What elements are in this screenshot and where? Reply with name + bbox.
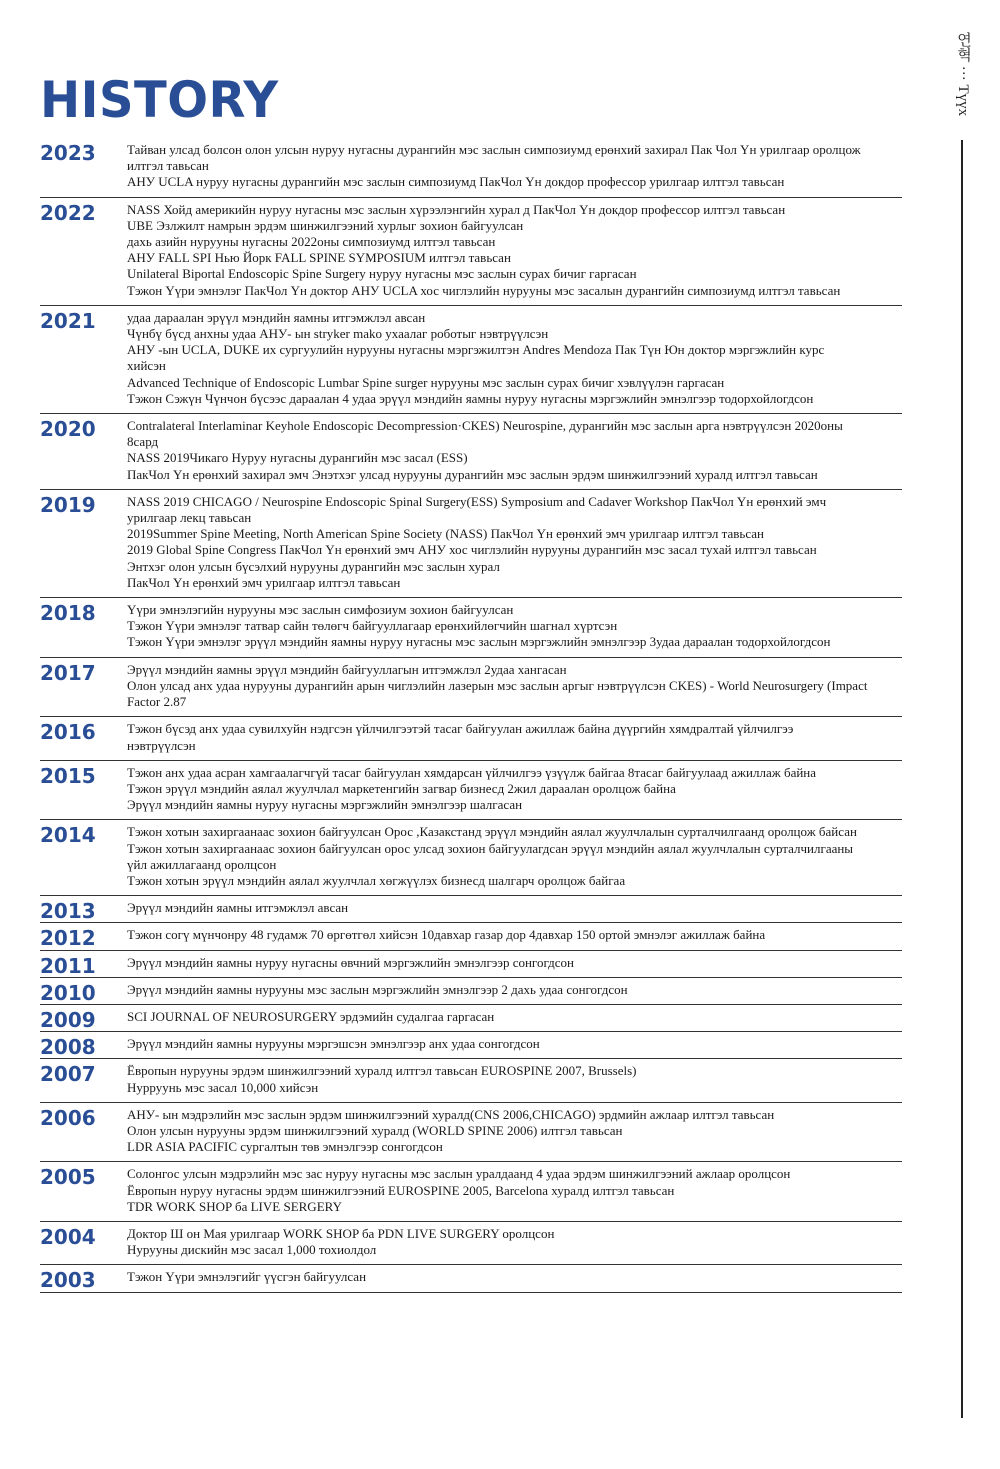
entry-line: Үүри эмнэлэгийн нурууны мэс заслын симфозиум зохион байгуулсан <box>127 602 514 618</box>
history-entry <box>40 414 902 490</box>
entry-description <box>127 1166 902 1215</box>
entry-year: 2006 <box>40 1105 96 1130</box>
entry-line: Тэжон Сэжүн Чүнчон бүсээс дараалан 4 удаа эрүүл мэндийн яамны нуруу нугасны мэргэжлийн эмнэлгээр тодорхойлогдсон <box>127 390 814 406</box>
entry-line: Эрүүл мэндийн яамны нуруу нугасны өвчний мэргэжлийн эмнэлгээр сонгогдсон <box>127 954 574 970</box>
entry-year: 2007 <box>40 1062 96 1087</box>
entry-line: Ёвропын нурууны эрдэм шинжилгээний хуралд илтгэл тавьсан EUROSPINE 2007, Brussels) <box>127 1063 637 1079</box>
entry-line: илтгэл тавьсан <box>127 158 209 174</box>
entry-line: 8сард <box>127 434 159 450</box>
entry-line: ПакЧол Үн ерөнхий эмч урилгаар илтгэл тавьсан <box>127 574 401 590</box>
entry-year: 2019 <box>40 492 96 517</box>
entry-line: АНУ- ын мэдрэлийн мэс заслын эрдэм шинжилгээний хуралд(CNS 2006,CHICAGO) эрдмийн ажлаар илтгэл тавьсан <box>127 1106 775 1122</box>
entry-description <box>127 1107 902 1156</box>
entry-description <box>127 955 902 971</box>
entry-line: Тэжон эрүүл мэндийн аялал жуулчлал маркетенгийн загвар бизнесд 2жил дараалан оролцож байна <box>127 780 676 796</box>
entry-description <box>127 1226 902 1258</box>
entry-line: NASS Хойд америкийн нуруу нугасны мэс заслын хүрээлэнгийн хурал д ПакЧол Үн докдор профессор илтгэл тавьсан <box>127 201 786 217</box>
history-entry <box>40 896 902 923</box>
entry-line: Тэжон хотын эрүүл мэндийн аялал жуулчлал хөгжүүлэх бизнесд шалгарч оролцож байгаа <box>127 872 626 888</box>
entry-line: Тэжон анх удаа асран хамгаалагчгүй тасаг байгуулан хямдарсан үйлчилгээ үзүүлж байгаа 8тасаг байгуулаад ажиллаж байна <box>127 764 817 780</box>
history-entry <box>40 658 902 718</box>
entry-line: Ёвропын нуруу нугасны эрдэм шинжилгээний EUROSPINE 2005, Barcelona хуралд илтгэл тавьсан <box>127 1182 675 1198</box>
entry-year: 2008 <box>40 1035 96 1060</box>
entry-description <box>127 142 902 191</box>
entry-year: 2023 <box>40 141 96 165</box>
entry-year: 2013 <box>40 899 96 924</box>
side-section-label: 연혁 ··· Түүх <box>955 32 971 117</box>
entry-line: Тэжон Үүри эмнэлэг ПакЧол Үн доктор АНУ UCLA хос чиглэлийн нурууны мэс засалын дурангийн симпозиумд илтгэл тавьсан <box>127 282 841 298</box>
entry-line: Доктор Ш он Мая урилгаар WORK SHOP ба PDN LIVE SURGERY оролцсон <box>127 1225 555 1241</box>
entry-line: АНУ -ын UCLA, DUKE их сургуулийн нурууны нугасны мэргэжилтэн Andres Mendoza Пак Түн Юн доктор мэргэжлийн курс <box>127 342 825 358</box>
entry-description <box>127 494 902 591</box>
entry-description <box>127 602 902 651</box>
entry-year: 2014 <box>40 823 96 848</box>
entry-line: Тэжон Үүри эмнэлэг эрүүл мэндийн яамны нуруу нугасны мэс заслын мэргэжлийн эмнэлгээр 3удаа дараалан тодорхойлогдсон <box>127 634 831 650</box>
entry-line: Тэжон согү мүнчонру 48 гудамж 70 өргөтгөл хийсэн 10давхар газар дор 4давхар 150 ортой эмнэлэг ажиллаж байна <box>127 927 766 943</box>
history-entry <box>40 598 902 658</box>
entry-description <box>127 721 902 753</box>
entry-line: UBE Эзлжилт намрын эрдэм шинжилгээний хурлыг зохион байгуулсан <box>127 217 524 233</box>
entry-line: Эрүүл мэндийн яамны эрүүл мэндийн байгууллагын итгэмжлэл 2удаа хангасан <box>127 661 567 677</box>
history-entry <box>40 1032 902 1059</box>
entry-line: Тайван улсад болсон олон улсын нуруу нугасны дурангийн мэс заслын симпозиумд ерөнхий захирал Пак Чол Үн урилгаар оролцож <box>127 142 861 157</box>
entry-description <box>127 1063 902 1095</box>
history-entry <box>40 1222 902 1265</box>
entry-line: Advanced Technique of Endoscopic Lumbar Spine surger нурууны мэс заслын сурах бичиг хэвлүүлэн гаргасан <box>127 374 725 390</box>
entry-line: Эрүүл мэндийн яамны нуруу нугасны мэргэжлийн эмнэлгээр шалгасан <box>127 797 523 813</box>
entry-line: Тэжон Үүри эмнэлэгийг үүсгэн байгуулсан <box>127 1269 367 1285</box>
entry-line: LDR ASIA PACIFIC сургалтын төв эмнэлгээр сонгогдсон <box>127 1139 443 1155</box>
entry-line: Unilateral Biportal Endoscopic Spine Surgery нуруу нугасны мэс заслын сурах бичиг гаргасан <box>127 266 637 282</box>
entry-year: 2012 <box>40 926 96 951</box>
entry-line: Тэжон хотын захиргаанаас зохион байгуулсан Орос ,Казакстанд эрүүл мэндийн аялал жуулчлалын сурталчилгаанд оролцож байсан <box>127 824 857 840</box>
entry-description <box>127 202 902 299</box>
entry-line: хийсэн <box>127 358 166 374</box>
entry-line: TDR WORK SHOP ба LIVE SERGERY <box>127 1198 342 1214</box>
entry-line: SCI JOURNAL OF NEUROSURGERY эрдэмийн судалгаа гаргасан <box>127 1008 495 1024</box>
entry-line: Олон улсад анх удаа нурууны дурангийн арын чиглэлийн лазерын мэс заслын аргыг нэвтрүүлсэн CKES) - World Neurosurgery (Impact <box>127 677 868 693</box>
history-entry <box>40 923 902 950</box>
entry-year: 2004 <box>40 1224 96 1249</box>
entry-description <box>127 1269 902 1285</box>
entry-year: 2021 <box>40 308 96 333</box>
entry-year: 2018 <box>40 601 96 626</box>
entry-line: Тэжон хотын захиргаанаас зохион байгуулсан орос улсад зохион байгуулагдсан эрүүл мэндийн аялал жуулчлалын сурталчилгааны <box>127 840 854 856</box>
entry-year: 2015 <box>40 763 96 788</box>
entry-description <box>127 765 902 814</box>
entry-line: Олон улсын нурууны эрдэм шинжилгээний хуралд (WORLD SPINE 2006) илтгэл тавьсан <box>127 1122 623 1138</box>
history-entry <box>40 306 902 414</box>
entry-line: Тэжон Үүри эмнэлэг татвар сайн төлөгч байгууллагаар ерөнхийлөгчийн шагнал хүртсэн <box>127 618 618 634</box>
entry-description <box>127 982 902 998</box>
entry-year: 2005 <box>40 1165 96 1190</box>
history-entry <box>40 1162 902 1222</box>
entry-line: АНУ FALL SPI Нью Йорк FALL SPINE SYMPOSIUM илтгэл тавьсан <box>127 250 511 266</box>
entry-year: 2016 <box>40 720 96 745</box>
history-entry <box>40 1103 902 1163</box>
entry-year: 2003 <box>40 1268 96 1293</box>
entry-description <box>127 310 902 407</box>
entry-line: Нурууны дискийн мэс засал 1,000 тохиолдол <box>127 1242 377 1258</box>
entry-description <box>127 662 902 711</box>
entry-line: үйл ажиллагаанд оролцсон <box>127 856 277 872</box>
entry-year: 2011 <box>40 953 96 978</box>
entry-line: АНУ UCLA нуруу нугасны дурангийн мэс заслын симпозиумд ПакЧол Үн докдор профессор урилгаар илтгэл тавьсан <box>127 174 785 190</box>
entry-year: 2010 <box>40 980 96 1005</box>
entry-year: 2017 <box>40 660 96 685</box>
history-entry <box>40 717 902 760</box>
entry-line: Солонгос улсын мэдрэлийн мэс зас нуруу нугасны мэс заслын уралдаанд 4 удаа эрдэм шинжилгээний ажлаар оролцсон <box>127 1166 791 1182</box>
entry-line: NASS 2019 CHICAGO / Neurospine Endoscopic Spinal Surgery(ESS) Symposium and Cadaver Workshop ПакЧол Үн ерөнхий эмч <box>127 493 827 509</box>
entry-line: Энтхэг олон улсын бүсэлхий нурууны дурангийн мэс заслын хурал <box>127 558 500 574</box>
entry-line: удаа дараалан эрүүл мэндийн яамны итгэмжлэл авсан <box>127 309 426 325</box>
entry-line: Тэжон бүсэд анх удаа сувилхуйн нэдгсэн үйлчилгээтэй тасаг байгуулан ажиллаж байна дүүргийн хямдралтай үйлчилгээ <box>127 721 794 737</box>
history-entry <box>40 1265 902 1292</box>
entry-line: NASS 2019Чикаго Нуруу нугасны дурангийн мэс засал (ESS) <box>127 450 468 466</box>
history-entry <box>40 490 902 598</box>
entry-year: 2022 <box>40 200 96 225</box>
entry-line: ПакЧол Үн ерөнхий захирал эмч Энэтхэг улсад нурууны дурангийн мэс заслын эрдэм шинжилгээний хуралд илтгэл тавьсан <box>127 466 818 482</box>
history-entry <box>40 1005 902 1032</box>
entry-line: Чүнбү бүсд анхны удаа АНУ- ын stryker mako ухаалаг роботыг нэвтрүүлсэн <box>127 326 549 342</box>
side-divider <box>961 140 963 1418</box>
entry-line: Factor 2.87 <box>127 694 187 710</box>
entry-line: 2019 Global Spine Congress ПакЧол Үн ерөнхий эмч АНУ хос чиглэлийн нурууны дурангийн мэс засал тухай илтгэл тавьсан <box>127 542 817 558</box>
entry-description <box>127 1009 902 1025</box>
history-entry <box>40 198 902 306</box>
entry-line: Эрүүл мэндийн яамны нурууны мэс заслын мэргэжлийн эмнэлгээр 2 дахь удаа сонгогдсон <box>127 981 628 997</box>
entry-description <box>127 1036 902 1052</box>
entry-line: нэвтрүүлсэн <box>127 737 196 753</box>
history-entry <box>40 820 902 896</box>
history-entry <box>40 761 902 821</box>
entry-description <box>127 418 902 483</box>
history-entry <box>40 1059 902 1102</box>
entry-line: Contralateral Interlaminar Keyhole Endoscopic Decompression·CKES) Neurospine, дурангийн мэс заслын арга нэвтрүүлсэн 2020оны <box>127 418 843 434</box>
history-timeline <box>40 138 902 1293</box>
entry-year: 2009 <box>40 1007 96 1032</box>
history-entry <box>40 978 902 1005</box>
entry-description <box>127 927 902 943</box>
page-title: HISTORY <box>40 71 279 129</box>
entry-line: Нурруунь мэс засал 10,000 хийсэн <box>127 1079 319 1095</box>
entry-line: Эрүүл мэндийн яамны нурууны мэргэшсэн эмнэлгээр анх удаа сонгогдсон <box>127 1036 540 1052</box>
entry-year: 2020 <box>40 417 96 442</box>
entry-line: 2019Summer Spine Meeting, North American Spine Society (NASS) ПакЧол Үн ерөнхий эмч урилгаар илтгэл тавьсан <box>127 526 764 542</box>
entry-line: Эрүүл мэндийн яамны итгэмжлэл авсан <box>127 900 349 916</box>
entry-line: урилгаар лекц тавьсан <box>127 510 252 526</box>
history-entry <box>40 951 902 978</box>
entry-line: дахь азийн нурууны нугасны 2022оны симпозиумд илтгэл тавьсан <box>127 234 496 250</box>
history-entry <box>40 138 902 198</box>
entry-description <box>127 900 902 916</box>
entry-description <box>127 824 902 889</box>
